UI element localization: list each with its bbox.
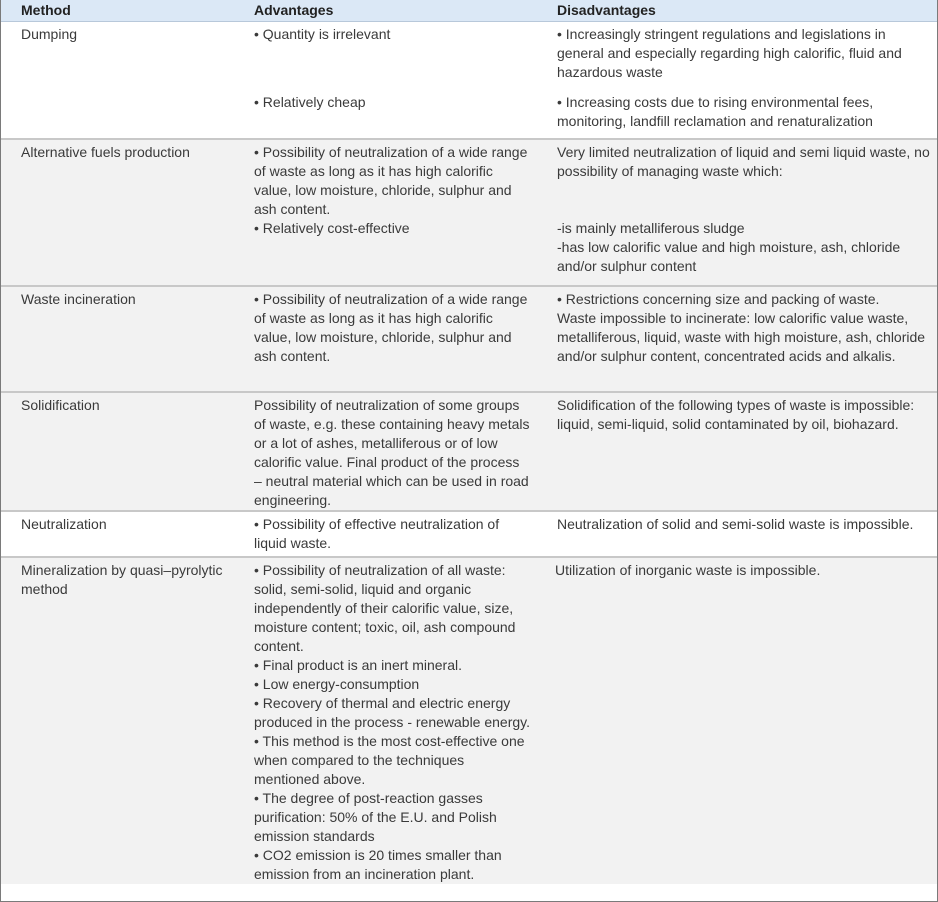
disadvantages-cell	[537, 511, 937, 557]
method-cell: Solidification	[1, 392, 234, 511]
method-cell: Waste incineration	[1, 286, 234, 392]
advantage-item: • This method is the most cost-effective one when compared to the techniques mentioned above.	[254, 732, 525, 787]
advantages-cell	[234, 392, 537, 511]
advantages-cell	[234, 557, 537, 884]
disadvantages-cell	[537, 286, 937, 392]
advantage-item: Possibility of neutralization of some groups of waste, e.g. these containing heavy metals or a lot of ashes, metalliferous or of low calorific value. Final product of the process – neutral material which can be used in road engineering.	[254, 396, 530, 508]
disadvantage-item: Very limited neutralization of liquid and semi liquid waste, no possibility of managing waste which:	[557, 143, 930, 179]
advantage-item: • Quantity is irrelevant	[254, 26, 391, 42]
disadvantage-item: • Increasing costs due to rising environmental fees, monitoring, landfill reclamation and renaturalization	[557, 94, 874, 129]
advantage-item: • Possibility of neutralization of all waste: solid, semi-solid, liquid and organic independently of their calorific value, size, moisture content; toxic, oil, ash compound content.	[254, 561, 516, 654]
disadvantage-item: Solidification of the following types of waste is impossible: liquid, semi-liquid, solid contaminated by oil, biohazard.	[557, 396, 915, 432]
disadvantages-cell	[537, 557, 937, 884]
advantage-item: • Relatively cost-effective	[254, 219, 410, 236]
advantage-item: • Final product is an inert mineral.	[254, 656, 462, 673]
table-row-alternative-fuels	[1, 139, 937, 286]
advantages-cell	[234, 286, 537, 392]
disadvantage-item: Waste impossible to incinerate: low calorific value waste, metalliferous, liquid, waste with high moisture, ash, chloride and/or sulphur content, concentrated acids and alkalis.	[557, 309, 926, 364]
table-row-neutralization	[1, 511, 937, 557]
advantage-item: • CO2 emission is 20 times smaller than emission from an incineration plant.	[254, 846, 502, 882]
advantage-item: • Possibility of neutralization of a wide range of waste as long as it has high calorific value, low moisture, chloride, sulphur and ash content.	[254, 290, 528, 364]
disadvantages-cell	[537, 392, 937, 511]
disadvantage-item: -is mainly metalliferous sludge	[557, 219, 745, 236]
header-advantages: Advantages	[234, 0, 537, 22]
advantages-cell	[234, 511, 537, 557]
table-row-dumping	[1, 22, 937, 139]
waste-methods-table	[1, 0, 937, 884]
header-disadvantages: Disadvantages	[537, 0, 937, 22]
disadvantage-item: Utilization of inorganic waste is impossible.	[555, 561, 821, 578]
disadvantage-item: • Restrictions concerning size and packing of waste.	[557, 290, 880, 307]
advantage-item: • Possibility of neutralization of a wide range of waste as long as it has high calorific value, low moisture, chloride, sulphur and ash content.	[254, 143, 528, 217]
advantage-item: • Possibility of effective neutralization of liquid waste.	[254, 515, 500, 551]
advantage-item: • Recovery of thermal and electric energy produced in the process - renewable energy.	[254, 694, 531, 730]
disadvantage-item: -has low calorific value and high moisture, ash, chloride and/or sulphur content	[557, 238, 901, 274]
disadvantages-cell	[537, 139, 937, 286]
advantage-item: • Relatively cheap	[254, 94, 366, 110]
method-cell: Mineralization by quasi–pyrolytic method	[1, 557, 234, 884]
advantages-cell	[234, 22, 537, 139]
header-method: Method	[1, 0, 234, 22]
method-cell: Alternative fuels production	[1, 139, 234, 286]
table-row-solidification	[1, 392, 937, 511]
disadvantage-item: Neutralization of solid and semi-solid waste is impossible.	[557, 515, 914, 532]
table-row-waste-incineration	[1, 286, 937, 392]
method-cell: Neutralization	[1, 511, 234, 557]
advantage-item: • Low energy-consumption	[254, 675, 420, 692]
advantage-item: • The degree of post-reaction gasses purification: 50% of the E.U. and Polish emission standards	[254, 789, 497, 844]
advantages-cell	[234, 139, 537, 286]
header-row	[1, 0, 937, 22]
disadvantage-item: • Increasingly stringent regulations and legislations in general and especially regarding high calorific, fluid and hazardous waste	[557, 26, 902, 80]
table-row-mineralization	[1, 557, 937, 884]
method-cell: Dumping	[1, 22, 234, 139]
disadvantages-cell	[537, 22, 937, 139]
